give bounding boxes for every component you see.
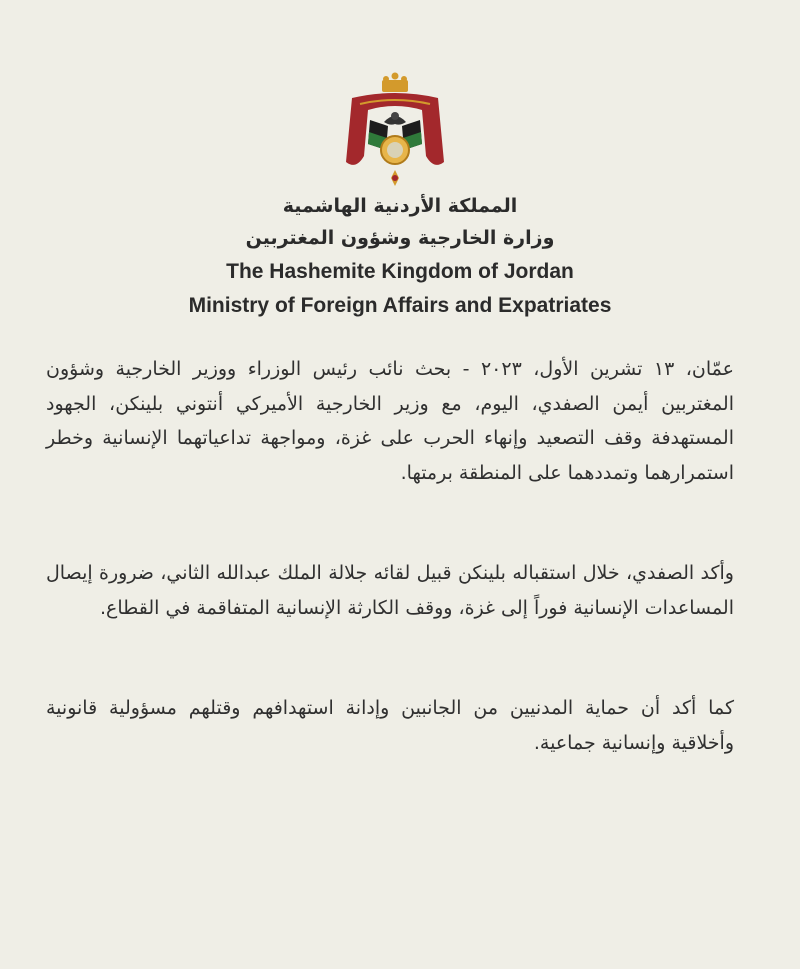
english-kingdom-title: The Hashemite Kingdom of Jordan	[226, 260, 574, 283]
english-ministry-title: Ministry of Foreign Affairs and Expatriates	[188, 294, 612, 317]
jordan-coat-of-arms-icon	[340, 70, 450, 190]
arabic-kingdom-title: المملكة الأردنية الهاشمية	[282, 195, 518, 217]
paragraph-3: كما أكد أن حماية المدنيين من الجانبين وإدانة استهدافهم وقتلهم مسؤولية قانونية وأخلاقية وإنسانية جماعية.	[46, 697, 734, 754]
paragraph-1: عمّان، ١٣ تشرين الأول، ٢٠٢٣ - بحث نائب رئيس الوزراء ووزير الخارجية وشؤون المغتربين أيمن الصفدي، اليوم، مع وزير الخارجية الأميركي أنتوني بلينكن، الجهود المستهدفة وقف التصعيد وإنهاء الحرب على غزة، ومواجهة تداعياتهما الإنسانية وخطر استمرارهما وتمددهما على المنطقة برمتها.	[46, 358, 734, 484]
paragraph-2: وأكد الصفدي، خلال استقباله بلينكن قبيل لقائه جلالة الملك عبدالله الثاني، ضرورة إيصال المساعدات الإنسانية فوراً إلى غزة، ووقف الكارثة الإنسانية المتفاقمة في القطاع.	[46, 562, 734, 619]
arabic-ministry-title: وزارة الخارجية وشؤون المغتربين	[245, 227, 555, 249]
